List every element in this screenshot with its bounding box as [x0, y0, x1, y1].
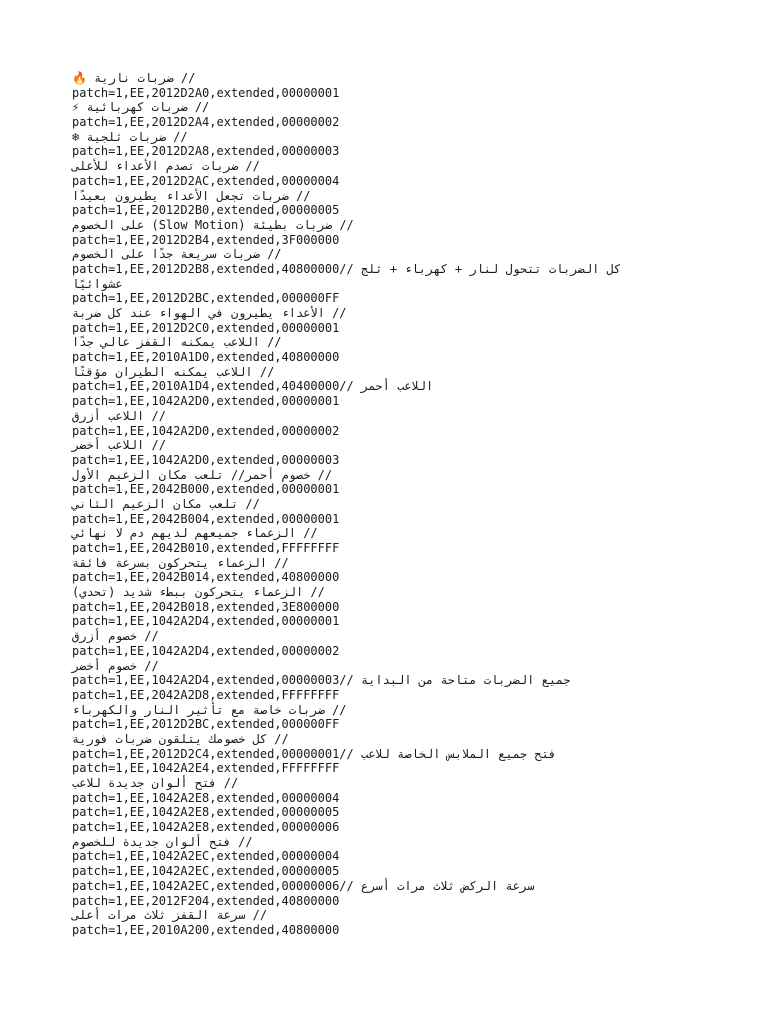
- code-line: // كل خصومك يتلقون ضربات فورية: [72, 731, 289, 746]
- code-line: patch=1,EE,1042A2D0,extended,00000003: [72, 452, 340, 467]
- code-line: // ضربات تجعل الأعداء يطيرون بعيدًا: [72, 188, 311, 203]
- code-line: patch=1,EE,1042A2EC,extended,00000005: [72, 864, 340, 879]
- code-line: patch=1,EE,1042A2EC,extended,00000004: [72, 849, 340, 864]
- code-line: patch=1,EE,2012D2BC,extended,000000FF: [72, 717, 340, 732]
- code-line: // سرعة القفز ثلاث مرات أعلى: [72, 908, 268, 923]
- code-line: patch=1,EE,2012D2BC,extended,000000FF: [72, 291, 340, 306]
- code-line: // ضربات خاصة مع تأثير النار والكهرباء: [72, 702, 347, 717]
- code-line: // اللاعب أزرق: [72, 408, 166, 423]
- code-line: patch=1,EE,1042A2E8,extended,00000005: [72, 805, 340, 820]
- code-line: patch=1,EE,2042B010,extended,FFFFFFFF: [72, 541, 340, 555]
- code-line: patch=1,EE,2042B000,extended,00000001: [72, 482, 340, 497]
- code-line: patch=1,EE,1042A2D0,extended,00000002: [72, 423, 340, 438]
- code-line: // ضربات سريعة جدًا على الخصوم: [72, 247, 282, 262]
- code-line: // اللاعب يمكنه الطيران مؤقتًا: [72, 364, 275, 379]
- code-line: patch=1,EE,2042B004,extended,00000001: [72, 511, 340, 526]
- code-line: // الزعماء جميعهم لديهم دم لا نهائي: [72, 526, 318, 541]
- code-line: patch=1,EE,1042A2D4,extended,00000003// جميع الضربات متاحة من البداية: [72, 673, 571, 688]
- code-line: // الأعداء يطيرون في الهواء عند كل ضربة: [72, 306, 347, 320]
- code-line: // فتح ألوان جديدة للاعب: [72, 776, 239, 790]
- code-line: // اللاعب يمكنه القفز عالي جدًا: [72, 335, 282, 350]
- code-line: patch=1,EE,2042B018,extended,3E800000: [72, 599, 340, 614]
- code-line: // اللاعب أخضر: [72, 438, 166, 453]
- code-line: patch=1,EE,1042A2EC,extended,00000006// سرعة الركض ثلاث مرات أسرع: [72, 878, 535, 893]
- code-line: // ضربات ثلجية ❄: [72, 129, 188, 144]
- code-line: patch=1,EE,2042B014,extended,40800000: [72, 570, 340, 585]
- code-line: // تلعب مكان الزعيم الثاني: [72, 496, 260, 511]
- code-line: patch=1,EE,1042A2E8,extended,00000006: [72, 820, 340, 835]
- code-line: patch=1,EE,2012D2B8,extended,40800000// كل الضربات تتحول لنار + كهرباء + ثلج: [72, 261, 622, 276]
- code-line: // ضربات بطيئة (Slow Motion) على الخصوم: [72, 217, 354, 232]
- code-line: patch=1,EE,2042A2D8,extended,FFFFFFFF: [72, 687, 340, 702]
- code-line: patch=1,EE,1042A2D4,extended,00000002: [72, 643, 340, 658]
- code-line: patch=1,EE,2012D2C0,extended,00000001: [72, 320, 340, 335]
- code-line: patch=1,EE,2010A200,extended,40800000: [72, 922, 340, 937]
- code-line: // خصوم أزرق: [72, 629, 159, 644]
- code-line: patch=1,EE,2012D2C4,extended,00000001// فتح جميع الملابس الخاصة للاعب: [72, 746, 557, 761]
- code-line: // الزعماء يتحركون ببطء شديد (تحدي): [72, 585, 325, 600]
- code-line: patch=1,EE,2010A1D4,extended,40400000// اللاعب أحمر: [72, 379, 434, 394]
- code-line: patch=1,EE,2012D2AC,extended,00000004: [72, 173, 340, 188]
- code-line: // الزعماء يتحركون بسرعة فائقة: [72, 555, 289, 570]
- code-line: patch=1,EE,2012D2B4,extended,3F000000: [72, 232, 340, 247]
- code-line: patch=1,EE,2012D2A0,extended,00000001: [72, 85, 340, 100]
- code-line: patch=1,EE,2012D2B0,extended,00000005: [72, 203, 340, 218]
- patch-code-listing: [72, 71, 712, 938]
- code-line: // خصوم أخضر: [72, 658, 159, 673]
- code-line: patch=1,EE,1042A2D4,extended,00000001: [72, 614, 340, 629]
- code-line: patch=1,EE,2012D2A8,extended,00000003: [72, 144, 340, 159]
- code-line: patch=1,EE,2012F204,extended,40800000: [72, 893, 340, 908]
- code-line: patch=1,EE,2012D2A4,extended,00000002: [72, 115, 340, 130]
- code-line: عشوائيًا: [72, 276, 123, 291]
- code-line: // ضربات كهربائية ⚡: [72, 100, 210, 115]
- code-line: // ضربات تصدم الأعداء للأعلى: [72, 159, 260, 174]
- code-line: patch=1,EE,1042A2E8,extended,00000004: [72, 790, 340, 805]
- code-line: patch=1,EE,1042A2E4,extended,FFFFFFFF: [72, 761, 340, 776]
- code-line: // فتح ألوان جديدة للخصوم: [72, 834, 253, 849]
- code-line: // ضربات نارية 🔥: [72, 71, 196, 85]
- code-line: patch=1,EE,2010A1D0,extended,40800000: [72, 350, 340, 365]
- code-line: // خصوم أحمر// تلعب مكان الزعيم الأول: [72, 467, 333, 482]
- code-line: patch=1,EE,1042A2D0,extended,00000001: [72, 394, 340, 409]
